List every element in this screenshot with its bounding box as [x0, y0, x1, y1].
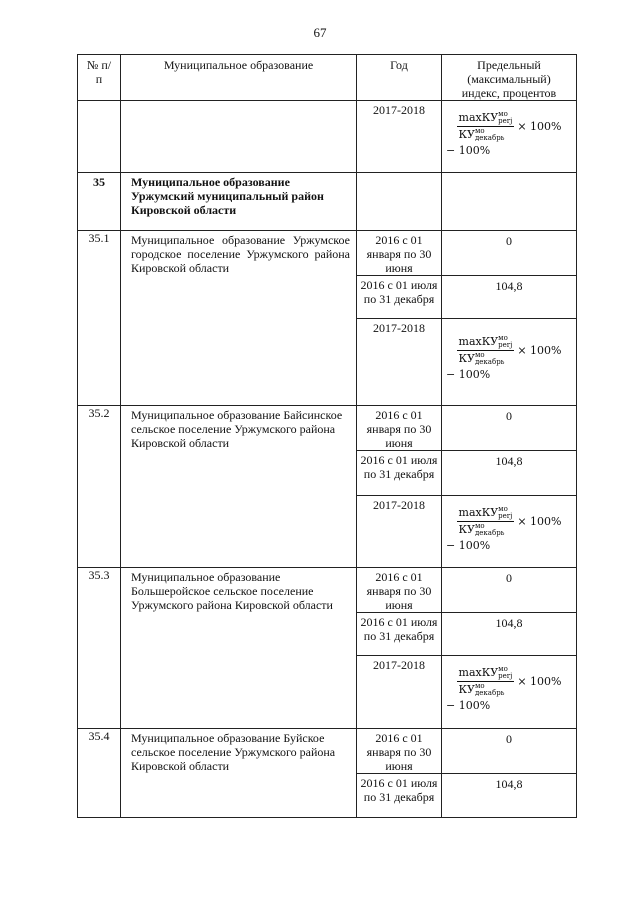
year-cell: 2016 с 01 июля по 31 декабря	[357, 276, 442, 319]
year-cell: 2016 с 01 июля по 31 декабря	[357, 451, 442, 496]
year-cell: 2016 с 01 июля по 31 декабря	[357, 774, 442, 818]
col-header-municipality: Муниципальное образование	[121, 55, 357, 101]
table-row	[78, 406, 577, 451]
year-cell: 2016 с 01 января по 30 июня	[357, 568, 442, 613]
row-number: 35	[78, 173, 121, 231]
index-value: 104,8	[442, 276, 577, 319]
index-value: 104,8	[442, 451, 577, 496]
table-row	[78, 729, 577, 774]
index-formula: maxКУ мо perj КУ мо декабрь × 100%	[458, 110, 562, 142]
row-number: 35.2	[78, 406, 121, 568]
tariff-index-table	[77, 54, 577, 818]
row-number: 35.4	[78, 729, 121, 818]
table-row	[78, 568, 577, 613]
table-row	[78, 101, 577, 173]
formula-cell: maxКУ мо perj КУ мо декабрь × 100% − 100%	[442, 101, 577, 173]
index-formula: maxКУ мо perj КУ мо декабрь × 100%	[458, 505, 562, 537]
index-value: 104,8	[442, 613, 577, 656]
year-cell: 2017-2018	[357, 656, 442, 729]
index-value: 0	[442, 231, 577, 276]
year-cell: 2017-2018	[357, 101, 442, 173]
formula-cell: maxКУ мо perj КУ мо декабрь × 100% − 100%	[442, 319, 577, 406]
index-value: 0	[442, 568, 577, 613]
year-cell: 2016 с 01 июля по 31 декабря	[357, 613, 442, 656]
row-number: 35.3	[78, 568, 121, 729]
row-number: 35.1	[78, 231, 121, 406]
municipality-name: Муниципальное образование Большеройское сельское поселение Уржумского района Кировской области	[121, 568, 357, 729]
year-cell: 2017-2018	[357, 319, 442, 406]
municipality-name: Муниципальное образование Буйское сельское поселение Уржумского района Кировской области	[121, 729, 357, 818]
page-number: 67	[313, 25, 327, 40]
index-value: 0	[442, 406, 577, 451]
year-cell: 2017-2018	[357, 496, 442, 568]
year-cell: 2016 с 01 января по 30 июня	[357, 231, 442, 276]
col-header-year: Год	[357, 55, 442, 101]
year-cell: 2016 с 01 января по 30 июня	[357, 406, 442, 451]
index-formula: maxКУ мо perj КУ мо декабрь × 100%	[458, 334, 562, 366]
index-value: 0	[442, 729, 577, 774]
index-formula: maxКУ мо perj КУ мо декабрь × 100%	[458, 665, 562, 697]
municipality-name: Муниципальное образование Уржумский муниципальный район Кировской области	[121, 173, 357, 231]
municipality-name: Муниципальное образование Байсинское сельское поселение Уржумского района Кировской области	[121, 406, 357, 568]
formula-cell: maxКУ мо perj КУ мо декабрь × 100% − 100%	[442, 496, 577, 568]
formula-cell: maxКУ мо perj КУ мо декабрь × 100% − 100%	[442, 656, 577, 729]
table-row	[78, 231, 577, 276]
col-header-num: № п/п	[78, 55, 121, 101]
index-value: 104,8	[442, 774, 577, 818]
municipality-name: Муниципальное образование Уржумское городское поселение Уржумского района Кировской области	[121, 231, 357, 406]
header-row	[78, 55, 577, 101]
year-cell: 2016 с 01 января по 30 июня	[357, 729, 442, 774]
table-row	[78, 173, 577, 231]
col-header-index: Предельный (максимальный) индекс, процентов	[442, 55, 577, 101]
